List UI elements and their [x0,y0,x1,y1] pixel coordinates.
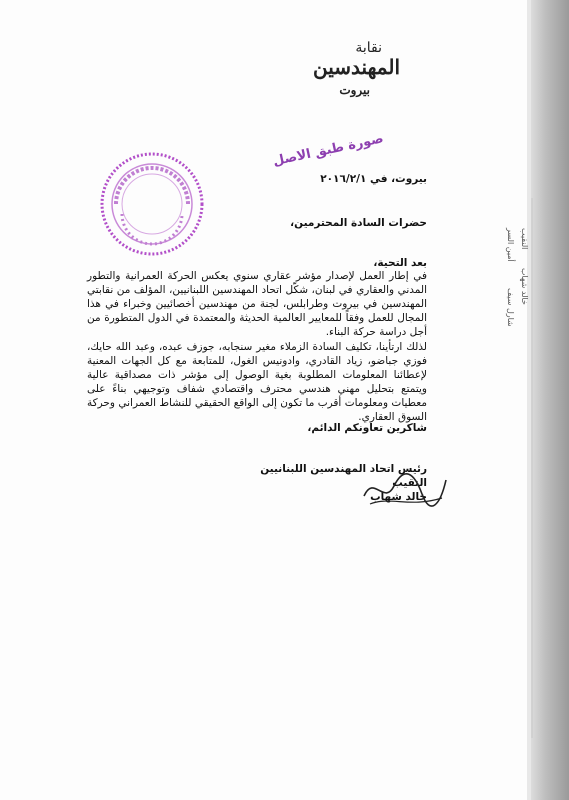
paragraph-2: لذلك ارتأينا، تكليف السادة الزملاء مغير سنجابه، جوزف عبده، وعبد الله حايك، فوزي جباضو، زياد القادري، وادونيس الغول، للمتابعة مع كل الجهات المعنية لإعطائنا المعلومات المطلوبة بغية الوصول إلى مؤشر ذات مصداقية عالية ويتمتع بتحليل مهني هندسي محترف واقتصادي شفاف وتوجيهي بناءً على معطيات ومعلومات أقرب ما تكون إلى الواقع الحقيقي للنشاط العمراني وحركة السوق العقاري. [87,341,427,423]
side-line-1: خالد شهاب [520,268,529,305]
logo-line1: نقابة [355,40,382,56]
handwritten-signature [360,466,450,512]
closing-line: شاكرين تعاونكم الدائم، [307,422,427,434]
side-heading: النقيب [520,228,529,250]
signature-title: رئيس اتحاد المهندسين اللبنانيين [260,463,427,475]
logo-line2: المهندسين [313,55,400,79]
syndicate-logo [300,36,410,100]
side-line-2: أمين السر [506,228,515,262]
logo-line3: بيروت [339,83,370,97]
letter-date: بيروت، في ٢٠١٦/٢/١ [320,173,427,185]
paragraph-1: في إطار العمل لإصدار مؤشر عقاري سنوي يعكس الحركة العمرانية والتطور المدني والعقاري في لبنان، شكّل اتحاد المهندسين اللبنانيين، المؤلف من نقابتي المهندسين في بيروت وطرابلس، لجنة من مهندسين أخصائيين وخبراء في هذا المجال للعمل وفقاً للمعايير العالمية الحديثة والمعتمدة في الدول المتطورة من أجل دراسة حركة البناء. [87,270,427,338]
greeting: بعد التحية، [373,257,427,269]
stamp-label: صورة طبق الاصل [271,131,385,170]
signature-role: النقيب [392,477,427,489]
side-column [478,198,542,738]
salutation: حضرات السادة المحترمين، [290,217,427,229]
signature-name: خالد شهاب [370,491,427,503]
side-line-3: شارل سيف [506,288,515,327]
